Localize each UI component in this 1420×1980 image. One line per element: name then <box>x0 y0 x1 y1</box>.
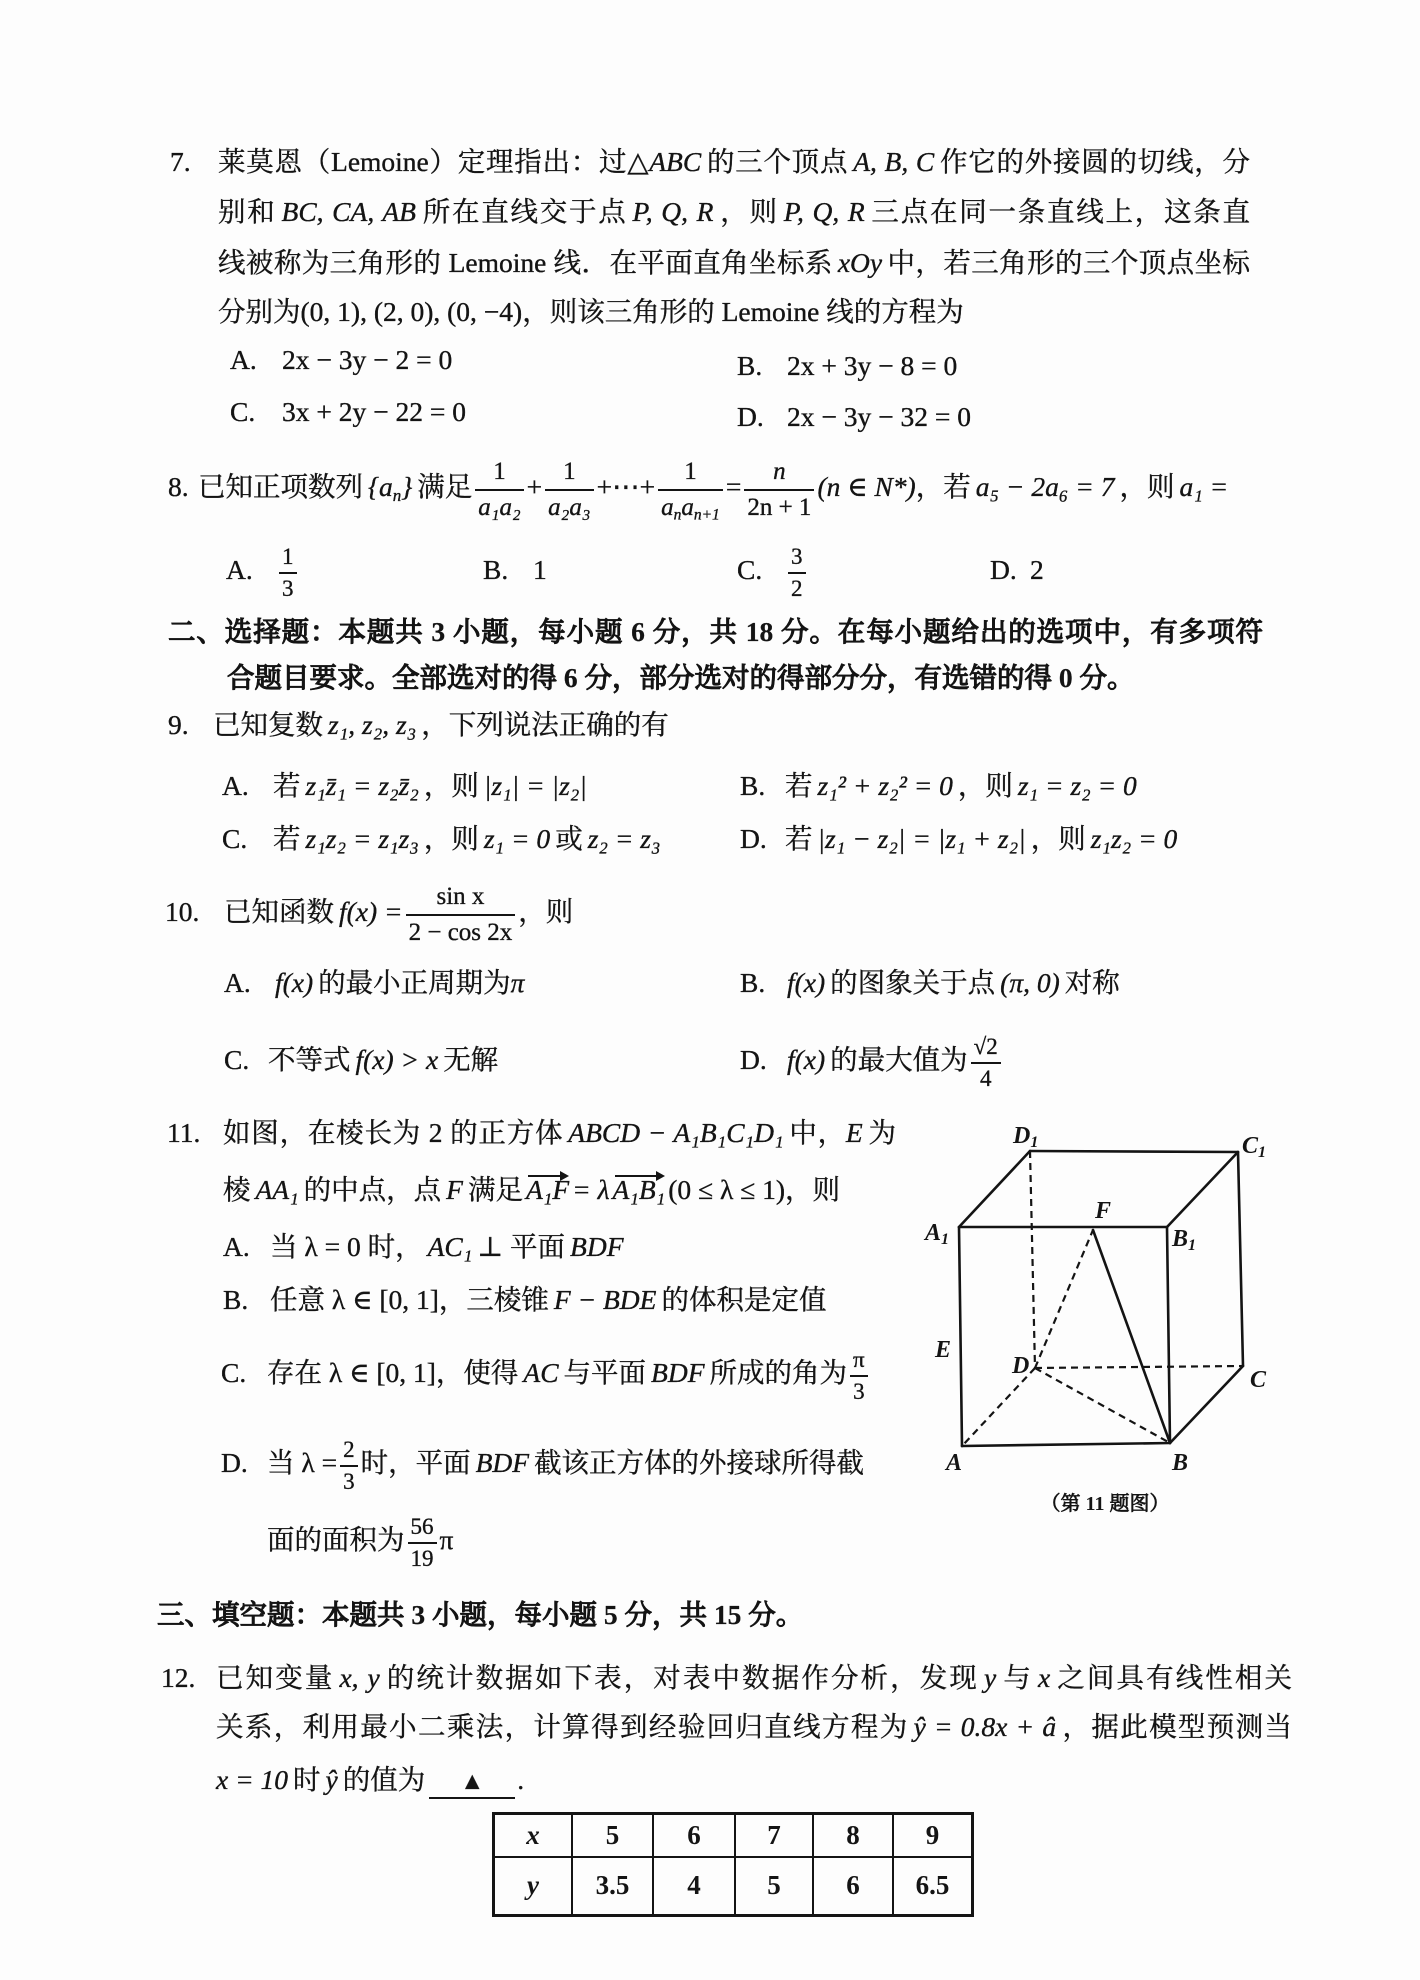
math-expression: z₁z₂ = 0 <box>1090 823 1178 854</box>
math-expression: z₁ = 0 <box>483 823 551 854</box>
edge-c1-b1 <box>1167 1152 1238 1227</box>
option-text: ，则 <box>957 770 1013 801</box>
question-7-line-2 <box>218 192 1250 232</box>
question-text: (0 ≤ λ ≤ 1)，则 <box>668 1174 841 1205</box>
table-row-x <box>494 1814 973 1857</box>
edge-a1-d1 <box>959 1151 1030 1227</box>
question-text: 别和 <box>218 196 277 227</box>
fraction-1 <box>475 455 523 525</box>
vector-a1b1: A₁B₁ <box>612 1174 666 1205</box>
sequence-symbol <box>368 471 413 505</box>
option-value: 2 <box>1030 554 1044 585</box>
edge-d1-c1 <box>1030 1151 1238 1152</box>
option-label: C. <box>737 554 763 585</box>
vertex-label-a: A <box>946 1450 963 1476</box>
math-expression: f(x) <box>787 1044 826 1075</box>
option-fraction <box>279 542 297 604</box>
question-text: 已知正项数列 <box>198 471 363 502</box>
math-expression: |z₁| = |z₂| <box>483 770 587 801</box>
option-fraction <box>408 1512 437 1574</box>
section-2-heading-line-2: 合题目要求。全部选对的得 6 分，部分选对的得部分分，有选错的得 0 分。 <box>227 662 1135 693</box>
option-text: 截该正方体的外接球所得截 <box>534 1447 865 1478</box>
hidden-segment-d-b <box>1035 1368 1170 1443</box>
ellipsis-operator: +⋯+ <box>596 471 656 502</box>
question-text: 的三个顶点 <box>706 146 849 177</box>
domain-condition: (n ∈ N*) <box>817 471 916 502</box>
question-11-option-d-continued <box>267 1513 454 1571</box>
math-expression: P, Q, R <box>632 196 714 227</box>
vertex-label-d1 <box>1012 1123 1038 1151</box>
math-expression: AC <box>523 1357 559 1388</box>
fraction-denominator: 4 <box>971 1062 1001 1094</box>
math-expression: z₂ = z₃ <box>587 823 661 854</box>
label-subscript: 1 <box>941 1231 950 1248</box>
option-label: C. <box>221 1357 247 1388</box>
vertex-label-d: D <box>1012 1353 1030 1379</box>
option-label: B. <box>737 350 763 381</box>
option-label: A. <box>230 344 257 375</box>
math-expression: x <box>1037 1662 1051 1693</box>
math-expression: y <box>984 1662 997 1693</box>
option-label: D. <box>740 823 767 854</box>
option-label: B. <box>740 770 766 801</box>
question-9-option-c <box>222 819 661 859</box>
option-label: A. <box>224 967 251 998</box>
math-expression: ABCD − A₁B₁C₁D₁ <box>568 1117 784 1148</box>
fraction-numerator: 1 <box>282 543 294 569</box>
question-9-option-b <box>740 766 1137 806</box>
option-equation: 3x + 2y − 22 = 0 <box>282 396 467 427</box>
vertex-label-c: C <box>1250 1367 1267 1393</box>
cube-figure <box>900 1090 1290 1530</box>
question-7-number: 7. <box>170 146 191 177</box>
question-10-option-b <box>740 963 1120 1003</box>
table-cell: 6 <box>813 1857 893 1916</box>
hidden-edge-d1-d <box>1030 1151 1035 1368</box>
question-8-stem <box>198 457 1229 524</box>
option-label: A. <box>223 1231 250 1262</box>
option-text: ⊥ 平面 <box>477 1231 566 1262</box>
question-text: 三点在同一条直线上，这条直 <box>869 196 1251 227</box>
vertex-label-a1 <box>923 1220 949 1248</box>
question-11-option-c <box>221 1346 871 1404</box>
label-subscript: 1 <box>1258 1144 1267 1161</box>
option-equation: 2x − 3y − 2 = 0 <box>282 344 453 375</box>
option-text: 若 <box>273 823 301 854</box>
table-header-cell: x <box>494 1814 573 1857</box>
option-label: B. <box>740 967 766 998</box>
question-7-line-1 <box>218 142 1250 182</box>
option-value: 1 <box>533 554 547 585</box>
edge-c-b <box>1170 1366 1243 1443</box>
question-text: ，下列说法正确的有 <box>421 709 669 740</box>
question-text: 满足 <box>417 471 473 502</box>
question-text: ，若 <box>915 471 971 502</box>
question-text: ，则 <box>518 896 574 927</box>
math-expression: z₁² + z₂² = 0 <box>817 770 953 801</box>
option-text: ，则 <box>423 823 479 854</box>
option-text: 的最大值为 <box>830 1044 968 1075</box>
fraction-2 <box>545 455 593 525</box>
question-text: 已知变量 <box>216 1662 335 1693</box>
table-cell: 6.5 <box>893 1857 973 1916</box>
question-7-line-3 <box>218 243 1250 283</box>
edge-a-b <box>962 1443 1170 1446</box>
math-expression: |z₁ − z₂| = |z₁ + z₂| <box>817 823 1026 854</box>
option-fraction <box>971 1032 1001 1094</box>
sequence-subscript: n <box>392 485 402 505</box>
fraction-numerator: 2 <box>343 1436 355 1462</box>
label-letter: A <box>925 1220 942 1246</box>
option-label: D. <box>737 401 764 432</box>
math-expression: P, Q, R <box>783 196 865 227</box>
question-7-option-b <box>737 346 957 386</box>
math-expression: E <box>845 1117 863 1148</box>
denominator-base: a <box>661 493 674 521</box>
table-cell: 3.5 <box>572 1857 653 1916</box>
math-expression: z₁z₂ = z₁z₃ <box>305 823 419 854</box>
question-9-option-a <box>222 766 587 806</box>
math-expression: BDF <box>475 1447 530 1478</box>
question-8-option-c <box>737 543 809 601</box>
math-expression: π <box>510 967 525 998</box>
section-3-heading: 三、填空题：本题共 3 小题，每小题 5 分，共 15 分。 <box>157 1599 804 1630</box>
option-label: C. <box>230 396 256 427</box>
question-text: 所在直线交于点 <box>420 196 628 227</box>
edge-a1-a <box>959 1227 962 1446</box>
table-row-y <box>494 1857 973 1916</box>
option-text: 与平面 <box>563 1357 647 1388</box>
option-text: 存在 λ ∈ [0, 1]，使得 <box>267 1357 519 1388</box>
math-expression: z₁, z₂, z₃ <box>328 709 417 740</box>
question-9-stem <box>213 705 669 745</box>
option-label: D. <box>221 1447 248 1478</box>
option-text: 或 <box>555 823 583 854</box>
math-expression: xOy <box>837 247 883 278</box>
math-expression: BC, CA, AB <box>281 196 416 227</box>
question-11-line-1 <box>223 1113 896 1153</box>
math-expression: f(x) <box>787 967 826 998</box>
fraction-numerator: 1 <box>493 457 506 485</box>
data-table <box>492 1812 974 1917</box>
question-11-option-b <box>223 1280 826 1320</box>
function-name: f(x) = <box>339 896 403 927</box>
sequence-open: {a <box>368 471 393 502</box>
math-expression: BDF <box>570 1231 624 1262</box>
vector-a1f: A₁F <box>525 1174 570 1205</box>
vertex-label-b1 <box>1171 1226 1196 1254</box>
math-expression: ŷ <box>325 1764 338 1795</box>
question-8-option-d <box>990 550 1044 590</box>
question-text: ，则 <box>718 196 779 227</box>
vertex-label-c1 <box>1242 1133 1266 1161</box>
fraction-numerator: 56 <box>410 1513 434 1539</box>
question-text: 已知复数 <box>213 709 323 740</box>
option-label: B. <box>483 554 509 585</box>
math-expression: (π, 0) <box>1000 967 1060 998</box>
label-letter: B <box>1172 1226 1189 1252</box>
edge-b-b1 <box>1167 1227 1170 1443</box>
question-text: 莱莫恩（Lemoine）定理指出：过△ <box>218 146 650 177</box>
table-cell: 8 <box>813 1814 893 1857</box>
question-12-line-3 <box>216 1760 524 1800</box>
fraction-denominator: 3 <box>279 572 297 604</box>
question-text: 作它的外接圆的切线，分 <box>939 146 1251 177</box>
math-expression: x = 10 <box>216 1764 289 1795</box>
edge-c1-c <box>1238 1152 1243 1366</box>
option-text: 任意 λ ∈ [0, 1]，三棱锥 <box>270 1284 549 1315</box>
option-text: 所成的角为 <box>709 1357 847 1388</box>
option-text: 若 <box>273 770 301 801</box>
table-header-cell: y <box>494 1857 573 1916</box>
option-label: B. <box>223 1284 249 1315</box>
question-text: 时 <box>293 1764 321 1795</box>
option-text: 对称 <box>1064 967 1120 998</box>
option-text: ，则 <box>423 770 479 801</box>
option-fraction <box>788 542 806 604</box>
hidden-edge-d-a <box>962 1368 1035 1446</box>
question-10-option-a <box>224 963 524 1003</box>
fraction-denominator: 2 − cos 2x <box>406 914 516 950</box>
question-8-number: 8. <box>168 471 189 502</box>
fraction-numerator: 3 <box>791 543 803 569</box>
option-label: C. <box>222 823 248 854</box>
denominator-subscript: n <box>673 506 682 524</box>
label-letter: D <box>1013 1123 1031 1149</box>
math-expression: F − BDE <box>553 1284 657 1315</box>
table-cell: 6 <box>653 1814 735 1857</box>
fraction-3 <box>658 455 723 525</box>
question-text: . <box>517 1764 525 1795</box>
question-text: 已知函数 <box>224 896 334 927</box>
sequence-close: } <box>401 471 413 502</box>
question-12-number: 12. <box>161 1662 196 1693</box>
regression-equation: ŷ = 0.8x + â <box>913 1711 1057 1742</box>
fraction-numerator: √2 <box>973 1033 998 1059</box>
option-equation: 2x − 3y − 32 = 0 <box>787 401 972 432</box>
fraction-numerator: 1 <box>684 457 697 485</box>
option-text: 若 <box>785 770 813 801</box>
label-subscript: 1 <box>1188 1237 1197 1254</box>
question-10-number: 10. <box>165 896 200 927</box>
hidden-segment-d-f <box>1035 1230 1093 1368</box>
label-subscript: 1 <box>1030 1134 1039 1151</box>
question-text: 中， <box>788 1117 846 1148</box>
denominator-base: a <box>681 493 694 521</box>
option-text: 的最小正周期为 <box>318 967 511 998</box>
question-10-stem <box>224 882 574 946</box>
table-cell: 7 <box>735 1814 813 1857</box>
question-11-option-d <box>221 1436 865 1494</box>
option-text: 不等式 <box>268 1044 351 1075</box>
math-expression: a₅ − 2a₆ = 7 <box>975 471 1115 502</box>
option-text: 面的面积为 <box>267 1524 405 1555</box>
question-text: 为 <box>867 1117 897 1148</box>
answer-blank: ▲ <box>429 1767 515 1799</box>
question-text: 棱 <box>223 1174 251 1205</box>
option-label: D. <box>990 554 1017 585</box>
math-expression: f(x) <box>275 967 314 998</box>
math-expression: ABC <box>649 146 702 177</box>
fraction-denominator <box>658 489 723 525</box>
question-text: 之间具有线性相关 <box>1055 1662 1293 1693</box>
question-12-line-2 <box>216 1707 1292 1747</box>
math-expression: z₁ = z₂ = 0 <box>1017 770 1137 801</box>
function-fraction <box>406 880 516 950</box>
fraction-4 <box>744 455 814 525</box>
math-expression: a₁ = <box>1179 471 1229 502</box>
segment-f-b <box>1093 1230 1170 1443</box>
option-text: 的体积是定值 <box>661 1284 827 1315</box>
vertex-label-b: B <box>1172 1450 1189 1476</box>
question-text: 如图，在棱长为 2 的正方体 <box>223 1117 564 1148</box>
math-expression: AA₁ <box>255 1174 299 1205</box>
math-expression: x, y <box>339 1662 380 1693</box>
question-text: 的统计数据如下表，对表中数据作分析，发现 <box>384 1662 979 1693</box>
math-expression: π <box>439 1524 454 1555</box>
math-expression: AC₁ <box>427 1231 473 1262</box>
question-9-number: 9. <box>168 709 189 740</box>
option-label: C. <box>224 1044 250 1075</box>
option-equation: 2x + 3y − 8 = 0 <box>787 350 958 381</box>
question-10-option-c <box>224 1040 498 1080</box>
option-text: 无解 <box>443 1044 499 1075</box>
question-text: ，据此模型预测当 <box>1061 1711 1292 1742</box>
option-fraction <box>340 1435 358 1497</box>
fraction-numerator: n <box>773 457 786 485</box>
fraction-denominator: 3 <box>850 1375 868 1407</box>
question-8-option-a <box>226 543 300 601</box>
option-label: A. <box>226 554 253 585</box>
table-cell: 5 <box>572 1814 653 1857</box>
point-label-f: F <box>1095 1198 1112 1224</box>
option-fraction <box>850 1345 868 1407</box>
question-11-number: 11. <box>167 1117 201 1148</box>
option-label: D. <box>740 1044 767 1075</box>
section-2-heading-line-1: 二、选择题：本题共 3 小题，每小题 6 分，共 18 分。在每小题给出的选项中，有多项符 <box>168 616 1263 647</box>
question-text: 满足 <box>467 1174 523 1205</box>
math-expression: A, B, C <box>853 146 935 177</box>
question-9-option-d <box>740 819 1177 859</box>
question-text: 关系，利用最小二乘法，计算得到经验回归直线方程为 <box>216 1711 909 1742</box>
option-text: 的图象关于点 <box>830 967 996 998</box>
label-letter: C <box>1242 1133 1259 1159</box>
question-7-option-a <box>230 340 452 380</box>
question-text: 中，若三角形的三个顶点坐标 <box>887 247 1250 278</box>
fraction-numerator: 1 <box>563 457 576 485</box>
plus-operator: + <box>526 471 543 502</box>
fraction-denominator: a₂a₃ <box>545 489 593 525</box>
question-7-option-c <box>230 392 466 432</box>
table-cell: 4 <box>653 1857 735 1916</box>
question-10-option-d <box>740 1033 1004 1091</box>
figure-caption: （第 11 题图） <box>1040 1493 1170 1515</box>
question-11-option-a <box>223 1227 624 1267</box>
option-text: ，则 <box>1030 823 1086 854</box>
math-expression: BDF <box>651 1357 705 1388</box>
table-cell: 5 <box>735 1857 813 1916</box>
fraction-denominator: 19 <box>408 1542 437 1574</box>
fraction-numerator: π <box>853 1346 865 1372</box>
denominator-subscript: n+1 <box>693 506 720 524</box>
question-7-line-4: 分别为(0, 1), (2, 0), (0, −4)，则该三角形的 Lemoine 线的方程为 <box>218 296 964 327</box>
equals-operator: = <box>725 471 742 502</box>
table-cell: 9 <box>893 1814 973 1857</box>
point-label-e: E <box>935 1337 952 1363</box>
fraction-numerator: sin x <box>436 882 485 910</box>
question-text: 线被称为三角形的 Lemoine 线．在平面直角坐标系 <box>218 247 833 278</box>
option-text: 时，平面 <box>360 1447 471 1478</box>
option-text: 若 <box>785 823 813 854</box>
fraction-denominator: 2n + 1 <box>744 489 814 525</box>
question-text: 的值为 <box>342 1764 426 1795</box>
question-12-line-1 <box>216 1658 1292 1698</box>
question-7-option-d <box>737 397 971 437</box>
question-11-line-2 <box>223 1170 840 1210</box>
fraction-denominator: a₁a₂ <box>475 489 523 525</box>
question-text: ，则 <box>1119 471 1175 502</box>
question-text: 与 <box>1001 1662 1033 1693</box>
hidden-edge-d-c <box>1035 1366 1243 1368</box>
math-expression: = λ <box>572 1174 610 1205</box>
question-text: 的中点，点 <box>303 1174 442 1205</box>
math-expression: F <box>446 1174 463 1205</box>
option-text: 当 λ = <box>267 1447 338 1478</box>
math-expression: f(x) > x <box>355 1044 439 1075</box>
fraction-denominator: 2 <box>788 572 806 604</box>
option-text: 当 λ = 0 时， <box>270 1231 423 1262</box>
option-label: A. <box>222 770 249 801</box>
question-8-option-b <box>483 550 547 590</box>
math-expression: z₁z̄₁ = z₂z̄₂ <box>305 770 419 801</box>
fraction-denominator: 3 <box>340 1465 358 1497</box>
